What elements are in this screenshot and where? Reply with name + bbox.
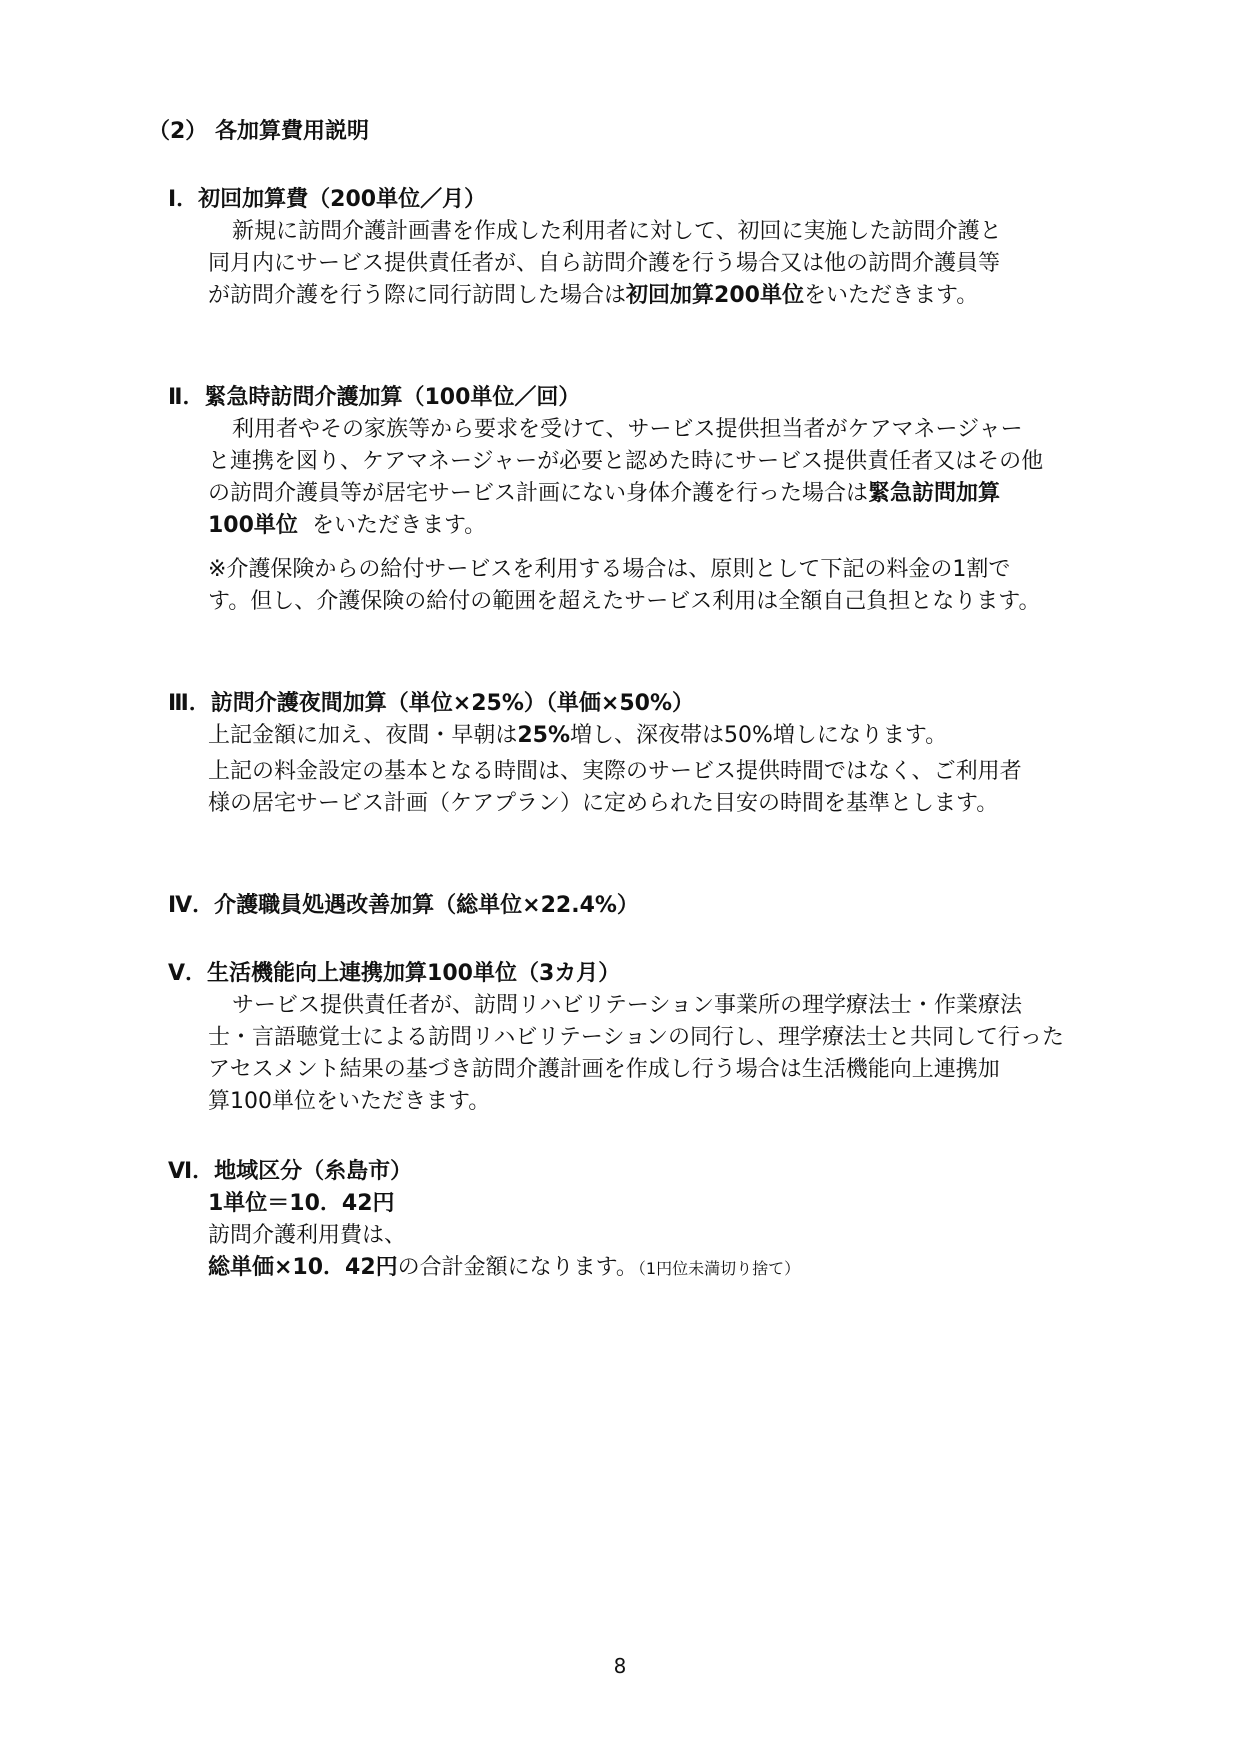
page-number: 8 xyxy=(613,1654,627,1678)
section-heading: （2） 各加算費用説明 xyxy=(148,119,369,144)
section-3-line-1-end: 増し、深夜帯は50%増しになります。 xyxy=(570,723,948,748)
section-2-title: Ⅱ．緊急時訪問介護加算（100単位／回） xyxy=(168,385,581,410)
section-1-title: Ⅰ．初回加算費（200単位／月） xyxy=(168,187,487,212)
section-1-line-2: 同月内にサービス提供責任者が、自ら訪問介護を行う場合又は他の訪問介護員等 xyxy=(208,251,1001,276)
section-6-line-3-text: の合計金額になります。 xyxy=(397,1255,638,1280)
section-2-line-3-text: の訪問介護員等が居宅サービス計画にない身体介護を行った場合は xyxy=(208,481,869,506)
section-1-line-1: 新規に訪問介護計画書を作成した利用者に対して、初回に実施した訪問介護と xyxy=(232,219,1002,244)
section-6-line-3 xyxy=(208,1252,800,1285)
section-2-note-1: ※介護保険からの給付サービスを利用する場合は、原則として下記の料金の1割で xyxy=(208,557,1011,582)
section-1-line-3-end: をいただきます。 xyxy=(803,283,979,308)
section-5-line-3: アセスメント結果の基づき訪問介護計画を作成し行う場合は生活機能向上連携加 xyxy=(208,1057,1000,1082)
section-2-line-4 xyxy=(208,510,486,542)
section-5-title: Ⅴ．生活機能向上連携加算100単位（3カ月） xyxy=(168,961,621,986)
section-5-line-1: サービス提供責任者が、訪問リハビリテーション事業所の理学療法士・作業療法 xyxy=(232,993,1023,1018)
section-2-emphasis: 緊急訪問加算 xyxy=(868,481,1001,506)
section-2-note-2: す。但し、介護保険の給付の範囲を超えたサービス利用は全額自己負担となります。 xyxy=(208,589,1041,614)
section-3-line-1 xyxy=(208,720,947,752)
section-2-line-4-end: をいただきます。 xyxy=(311,513,487,538)
section-6-rounding-note: （1円位未満切り捨て） xyxy=(637,1259,801,1278)
section-3-line-1-text: 上記金額に加え、夜間・早朝は xyxy=(208,723,518,748)
section-4-title: Ⅳ．介護職員処遇改善加算（総単位×22.4%） xyxy=(168,893,639,918)
section-3-title: Ⅲ．訪問介護夜間加算（単位×25%）（単価×50%） xyxy=(168,691,694,716)
section-1-line-3-text: が訪問介護を行う際に同行訪問した場合は xyxy=(208,283,627,308)
section-1-emphasis: 初回加算200単位 xyxy=(626,283,804,308)
section-6-title: Ⅵ．地域区分（糸島市） xyxy=(168,1159,413,1184)
section-6-line-2: 訪問介護利用費は、 xyxy=(208,1223,407,1248)
section-3-line-2: 上記の料金設定の基本となる時間は、実際のサービス提供時間ではなく、ご利用者 xyxy=(208,759,1022,784)
section-1-line-3 xyxy=(208,280,978,312)
section-2-emphasis-units: 100単位 xyxy=(208,513,298,538)
section-5-line-4: 算100単位をいただきます。 xyxy=(208,1089,491,1114)
section-2-line-2: と連携を図り、ケアマネージャーが必要と認めた時にサービス提供責任者又はその他 xyxy=(208,449,1044,474)
section-3-emphasis: 25% xyxy=(517,723,570,748)
unit-price-line: 1単位＝10．42円 xyxy=(208,1191,395,1216)
section-2-line-1: 利用者やその家族等から要求を受けて、サービス提供担当者がケアマネージャー xyxy=(232,417,1023,442)
section-3-line-3: 様の居宅サービス計画（ケアプラン）に定められた目安の時間を基準とします。 xyxy=(208,791,999,816)
section-5-line-2: 士・言語聴覚士による訪問リハビリテーションの同行し、理学療法士と共同して行った xyxy=(208,1025,1065,1050)
section-6-emphasis: 総単価×10．42円 xyxy=(208,1255,398,1280)
section-2-line-3 xyxy=(208,478,1000,510)
